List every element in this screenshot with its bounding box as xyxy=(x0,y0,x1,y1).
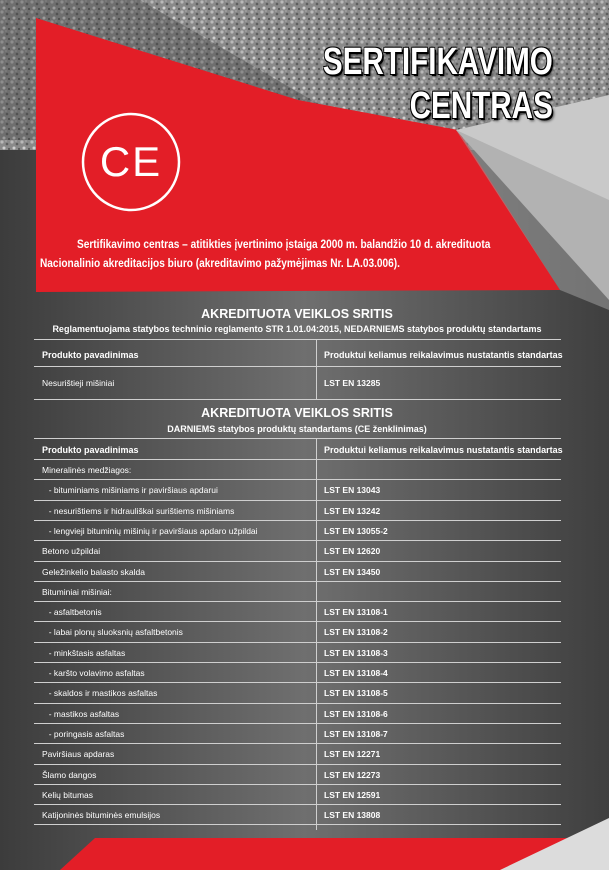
table-row-name: Betono užpildai xyxy=(42,546,101,557)
table-row-name: Mineralinės medžiagos: xyxy=(42,465,132,475)
table-row-standard: LST EN 12620 xyxy=(324,546,381,557)
table-row-standard: LST EN 13108-3 xyxy=(324,647,388,658)
table-row-divider xyxy=(34,743,561,744)
section1-column-divider xyxy=(316,339,317,399)
page-title xyxy=(323,40,553,128)
title-line-1: SERTIFIKAVIMO xyxy=(323,41,553,83)
table-row-divider xyxy=(34,804,561,805)
table-row-name: - skaldos ir mastikos asfaltas xyxy=(44,688,158,699)
table-row-standard: LST EN 12271 xyxy=(324,749,381,760)
table-row-divider xyxy=(34,479,561,480)
table-row-standard: LST EN 13108-7 xyxy=(324,728,388,739)
table-row-divider xyxy=(34,520,561,521)
table-row-name: Šlamo dangos xyxy=(42,769,97,780)
table-row-divider xyxy=(34,459,561,460)
section1-header-divider xyxy=(34,366,561,367)
table-row-name: - asfaltbetonis xyxy=(44,607,102,618)
section2-subtitle: DARNIEMS statybos produktų standartams (CE ženklinimas) xyxy=(167,424,427,434)
section2-top-divider xyxy=(34,438,561,439)
table-row-divider xyxy=(34,561,561,562)
table-row-name: - poringasis asfaltas xyxy=(44,728,125,739)
table-row-name: - labai plonų sluoksnių asfaltbetonis xyxy=(44,627,183,638)
table-row-divider xyxy=(34,682,561,683)
table-row-standard: LST EN 13450 xyxy=(324,566,381,577)
section2-col2-header: Produktui keliamus reikalavimus nustatantis standartas xyxy=(324,445,563,455)
table-row-standard: LST EN 13108-4 xyxy=(324,668,388,678)
table-row-divider xyxy=(34,662,561,663)
table-row-divider xyxy=(34,723,561,724)
table-row-standard: LST EN 13108-2 xyxy=(324,627,388,638)
table-row-divider xyxy=(34,784,561,785)
table-row-divider xyxy=(34,540,561,541)
table-row-divider xyxy=(34,642,561,643)
section1-row-name: Nesurištieji mišiniai xyxy=(42,378,115,388)
section1-col2-header: Produktui keliamus reikalavimus nustatantis standartas xyxy=(324,350,563,360)
table-row-name: - minkštasis asfaltas xyxy=(44,647,126,658)
table-row-name: Katijoninės bituminės emulsijos xyxy=(42,810,161,821)
table-row-divider xyxy=(34,621,561,622)
table-row-standard: LST EN 13108-5 xyxy=(324,688,388,699)
title-line-2: CENTRAS xyxy=(409,85,553,127)
section1-title: AKREDITUOTA VEIKLOS SRITIS xyxy=(201,307,393,321)
intro-line-2: Nacionalinio akreditacijos biuro (akreditavimo pažymėjimas Nr. LA.03.006). xyxy=(40,258,400,270)
table-row-standard: LST EN 13108-6 xyxy=(324,708,388,719)
section1-top-divider xyxy=(34,339,561,340)
table-row-standard: LST EN 13108-1 xyxy=(324,607,388,618)
intro-text xyxy=(40,236,498,274)
table-row-divider xyxy=(34,581,561,582)
table-row-standard: LST EN 12591 xyxy=(324,789,381,800)
table-row-name: Bituminiai mišiniai: xyxy=(42,586,112,597)
table-row-standard: LST EN 13808 xyxy=(324,810,381,821)
section1-row-standard: LST EN 13285 xyxy=(324,378,381,388)
table-row-standard: LST EN 13055-2 xyxy=(324,525,388,536)
table-row-name: - karšto volavimo asfaltas xyxy=(44,668,145,678)
table-row-divider xyxy=(34,703,561,704)
table-row-name: - nesurištiems ir hidrauliškai surištiems mišiniams xyxy=(44,505,235,516)
table-row-name: - mastikos asfaltas xyxy=(44,708,120,719)
table-row-divider xyxy=(34,601,561,602)
section2-title: AKREDITUOTA VEIKLOS SRITIS xyxy=(201,406,393,420)
section1-subtitle: Reglamentuojama statybos techninio reglamento STR 1.01.04:2015, NEDARNIEMS statybos produktų standartams xyxy=(52,324,542,334)
table-row-divider xyxy=(34,764,561,765)
table-row-name: - bituminiams mišiniams ir paviršiaus apdarui xyxy=(44,485,218,496)
section2-col1-header: Produkto pavadinimas xyxy=(42,445,139,455)
table-row-name: Kelių bitumas xyxy=(42,789,94,800)
section2-column-divider xyxy=(316,438,317,830)
table-row-name: - lengvieji bituminių mišinių ir paviršiaus apdaro užpildai xyxy=(44,525,258,536)
table-row-standard: LST EN 13242 xyxy=(324,505,381,516)
table-row-divider xyxy=(34,500,561,501)
table-row-standard: LST EN 12273 xyxy=(324,769,381,780)
section1-col1-header: Produkto pavadinimas xyxy=(42,350,139,360)
table-row-name: Paviršiaus apdaras xyxy=(42,749,115,760)
section1-bottom-divider xyxy=(34,399,561,400)
table-row-standard: LST EN 13043 xyxy=(324,485,381,496)
table-row-name: Geležinkelio balasto skalda xyxy=(42,566,146,577)
section2-bottom-divider xyxy=(34,824,561,825)
ce-mark-icon: CE xyxy=(99,138,163,185)
intro-line-1: Sertifikavimo centras – atitikties įvertinimo įstaiga 2000 m. balandžio 10 d. akredituota xyxy=(76,239,491,251)
